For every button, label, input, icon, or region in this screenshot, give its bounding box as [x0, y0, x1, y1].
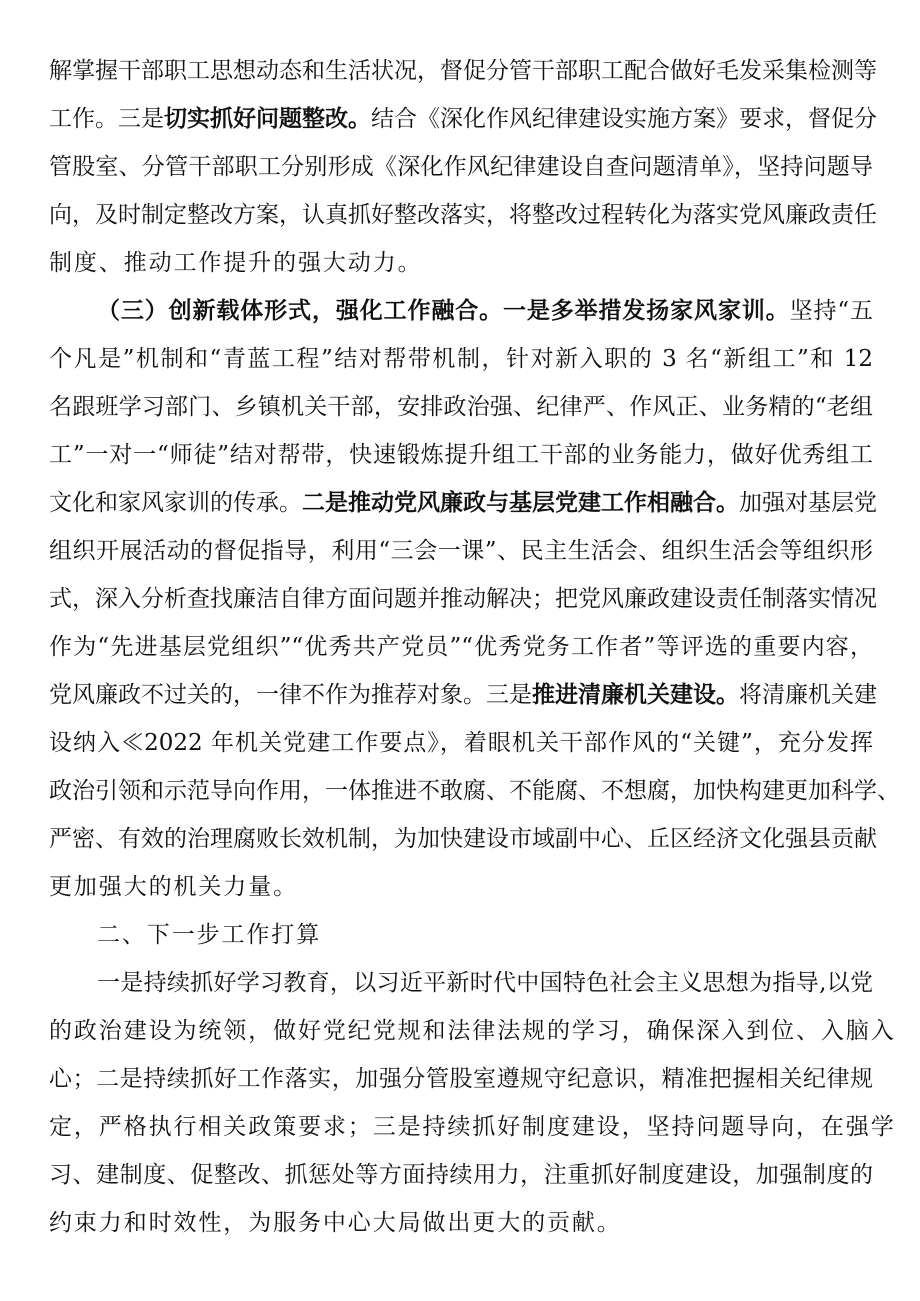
text-run: 加强对基层党	[739, 490, 877, 516]
body-text-line	[49, 676, 877, 714]
body-text-line: 政治引领和示范导向作用，一体推进不敢腐、不能腐、不想腐，加快构建更加科学、	[49, 778, 900, 804]
body-text-line: 工”一对一“师徒”结对帮带，快速锻炼提升组工干部的业务能力，做好优秀组工	[49, 442, 873, 468]
body-text-line	[49, 484, 877, 522]
body-text-line: 一是持续抓好学习教育，以习近平新时代中国特色社会主义思想为指导,以党	[97, 970, 873, 996]
body-text-line: 更加强大的机关力量。	[49, 874, 298, 900]
body-text-line: 组织开展活动的督促指导，利用“三会一课”、民主生活会、组织生活会等组织形	[49, 538, 873, 564]
body-text-line	[49, 100, 877, 138]
body-text-line: 式，深入分析查找廉洁自律方面问题并推动解决；把党风廉政建设责任制落实情况	[49, 586, 877, 612]
body-text-line: 作为“先进基层党组织”“优秀共产党员”“优秀党务工作者”等评选的重要内容，	[49, 634, 873, 660]
body-text-line: 向，及时制定整改方案，认真抓好整改落实，将整改过程转化为落实党风廉政责任	[49, 202, 877, 228]
body-text-line: 制度、推动工作提升的强大动力。	[49, 250, 423, 276]
bold-subheading: 二是推动党风廉政与基层党建工作相融合。	[302, 489, 739, 516]
section-heading: 二、下一步工作打算	[97, 922, 322, 948]
text-run: 坚持“五	[789, 298, 873, 324]
body-text-line: 解掌握干部职工思想动态和生活状况，督促分管干部职工配合做好毛发采集检测等	[49, 58, 877, 84]
text-run: 结合《深化作风纪律建设实施方案》要求，督促分	[371, 106, 877, 132]
text-run: 党风廉政不过关的，一律不作为推荐对象。三是	[49, 682, 532, 708]
body-text-line: 的政治建设为统领，做好党纪党规和法律法规的学习，确保深入到位、入脑入	[49, 1018, 896, 1044]
body-text-line: 严密、有效的治理腐败长效机制，为加快建设市域副中心、丘区经济文化强县贡献	[49, 826, 877, 852]
body-text-line: 名跟班学习部门、乡镇机关干部，安排政治强、纪律严、作风正、业务精的“老组	[49, 394, 873, 420]
bold-subheading: 推进清廉机关建设。	[532, 681, 739, 708]
section-heading: （三）创新载体形式，强化工作融合。一是多举措发扬家风家训。	[97, 297, 790, 324]
text-run: 工作。三是	[49, 106, 164, 132]
text-run: 将清廉机关建	[739, 682, 877, 708]
body-text-line: 约束力和时效性，为服务中心大局做出更大的贡献。	[49, 1210, 622, 1236]
text-run: 文化和家风家训的传承。	[49, 490, 302, 516]
body-text-line: 设纳入≪2022 年机关党建工作要点》，着眼机关干部作风的“关键”，充分发挥	[49, 730, 873, 756]
body-text-line: 心；二是持续抓好工作落实，加强分管股室遵规守纪意识，精准把握相关纪律规	[49, 1066, 873, 1092]
body-text-line: 习、建制度、促整改、抓惩处等方面持续用力，注重抓好制度建设，加强制度的	[49, 1162, 873, 1188]
bold-subheading: 切实抓好问题整改。	[164, 105, 371, 132]
body-text-line: 管股室、分管干部职工分别形成《深化作风纪律建设自查问题清单》，坚持问题导	[49, 154, 873, 180]
body-text-line: 个凡是”机制和“青蓝工程”结对帮带机制，针对新入职的 3 名“新组工”和 12	[49, 346, 873, 372]
body-text-line: 定，严格执行相关政策要求；三是持续抓好制度建设，坚持问题导向，在强学	[49, 1114, 896, 1140]
body-text-line	[97, 292, 873, 330]
